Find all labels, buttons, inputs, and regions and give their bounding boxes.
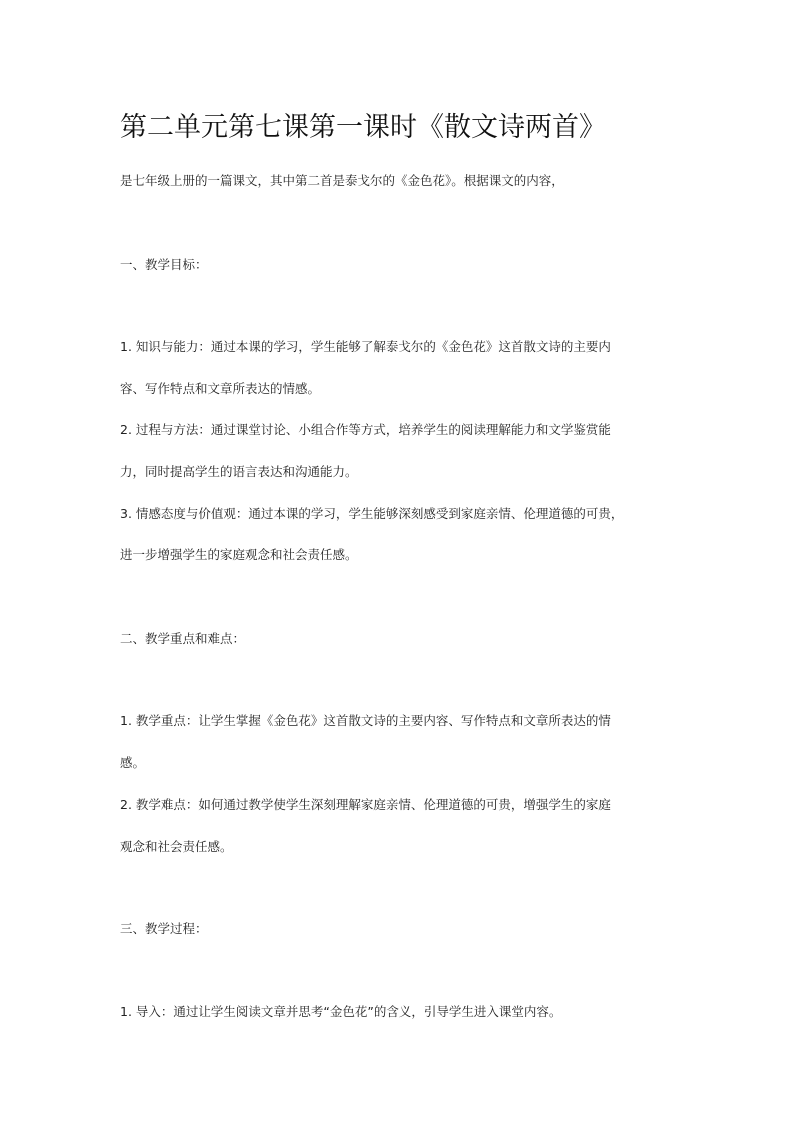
- document-title: 第二单元第七课第一课时《散文诗两首》: [120, 112, 606, 143]
- objective-3-line-2: 进一步增强学生的家庭观念和社会责任感。: [120, 547, 358, 562]
- objective-2-line-1: 2. 过程与方法：通过课堂讨论、小组合作等方式，培养学生的阅读理解能力和文学鉴赏能: [120, 422, 611, 437]
- objective-1-line-2: 容、写作特点和文章所表达的情感。: [120, 381, 321, 396]
- section-heading-focus: 二、教学重点和难点：: [120, 631, 246, 646]
- objective-3-line-1: 3. 情感态度与价值观：通过本课的学习，学生能够深刻感受到家庭亲情、伦理道德的可贵，: [120, 506, 624, 521]
- objective-1-line-1: 1. 知识与能力：通过本课的学习，学生能够了解泰戈尔的《金色花》这首散文诗的主要内: [120, 339, 611, 354]
- objective-2-line-2: 力，同时提高学生的语言表达和沟通能力。: [120, 464, 358, 479]
- focus-1-line-1: 1. 教学重点：让学生掌握《金色花》这首散文诗的主要内容、写作特点和文章所表达的情: [120, 713, 611, 728]
- focus-2-line-1: 2. 教学难点：如何通过教学使学生深刻理解家庭亲情、伦理道德的可贵，增强学生的家庭: [120, 797, 611, 812]
- section-heading-objectives: 一、教学目标：: [120, 257, 208, 272]
- intro-paragraph: 是七年级上册的一篇课文，其中第二首是泰戈尔的《金色花》。根据课文的内容，: [120, 173, 564, 188]
- focus-1-line-2: 感。: [120, 755, 146, 770]
- process-1-line-1: 1. 导入：通过让学生阅读文章并思考“金色花”的含义，引导学生进入课堂内容。: [120, 1004, 562, 1019]
- section-heading-process: 三、教学过程：: [120, 921, 208, 936]
- focus-2-line-2: 观念和社会责任感。: [120, 839, 233, 854]
